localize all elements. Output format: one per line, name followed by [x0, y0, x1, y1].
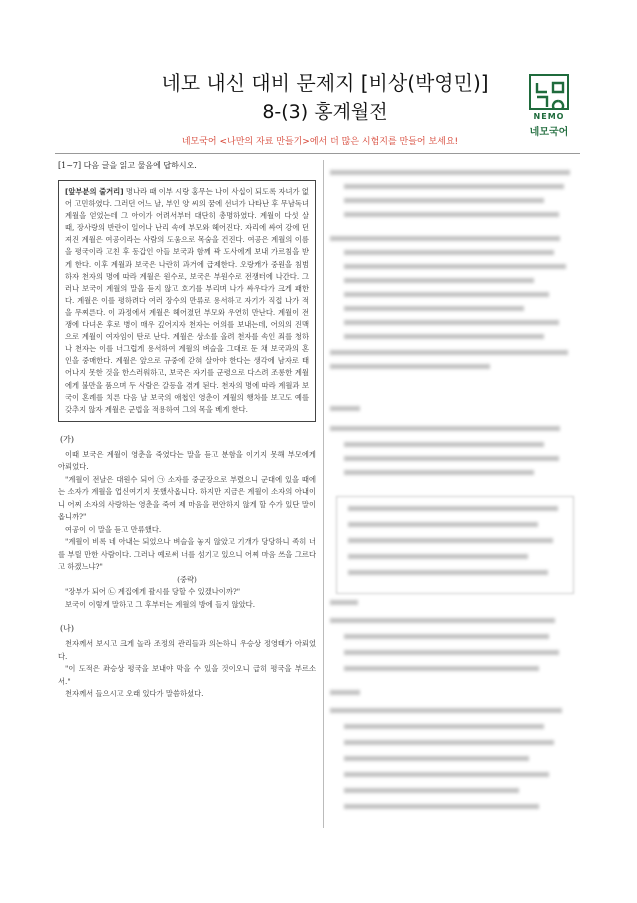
blurred-text-line	[344, 634, 549, 639]
blurred-text-line	[348, 570, 548, 575]
blurred-text-line	[344, 264, 566, 269]
blurred-text-line	[344, 740, 554, 745]
blurred-text-line	[344, 292, 549, 297]
paragraph: "계월이 전날은 대원수 되어 ㉠ 소자를 중군장으로 부렸으니 군대에 있을 때에는 소자가 계월을 업신여기지 못했사옵니다. 하지만 지금은 계월이 소자의 아내이니 어찌 소자의 사랑하는 영춘을 죽여 제 마음을 편안하지 않게 할 수가 있단 말이옵니까?"	[58, 474, 316, 522]
blurred-text-line	[330, 364, 490, 369]
blurred-text-line	[344, 788, 519, 793]
blurred-text-line	[344, 666, 539, 671]
left-column	[58, 160, 316, 701]
blurred-text-line	[330, 236, 560, 241]
promo-text: 네모국어 <나만의 자료 만들기>에서 더 많은 시험지를 만들어 보세요!	[181, 137, 459, 147]
blurred-text-line	[348, 522, 538, 527]
summary-text: 명나라 때 이부 시랑 홍무는 나이 사십이 되도록 자녀가 없어 고민하였다. 그러던 어느 날, 부인 양 씨의 꿈에 선녀가 나타난 후 무남독녀 계월을 얻었는데 그 아이가 어려서부터 대단히 총명하였다. 계월이 다섯 살 때, 장사랑의 반란이 일어나 난리 속에 부모와 헤어진다. 자리에 싸여 강에 던져진 계월은 여공이라는 사람의 도움으로 목숨을 건진다. 여공은 계월의 이름을 평국이라 고친 후 동갑인 아들 보국과 함께 곽 도사에게 보내 가르침을 받게 한다. 이후 계월과 보국은 나란히 과거에 급제한다. 오랑캐가 중원을 침범하자 천자의 명에 따라 계월은 원수로, 보국은 부원수로 전쟁터에 나간다. 그러나 보국이 계월의 말을 듣지 않고 호기를 부리며 나가 싸우다가 크게 패한다. 계월은 이를 평하려다 여러 장수의 만류로 용서하고 자기가 직접 나가 적을 무찌른다. 이 과정에서 계월은 헤어졌던 부모와 우연히 만난다. 계월이 전쟁에 다녀온 후로 병이 매우 깊어지자 천자는 어의를 보내는데, 어의의 진맥으로 계월이 여자임이 탄로 난다. 계월은 상소를 올려 천자를 속인 죄를 청하나 천자는 이를 너그럽게 용서하여 계월의 벼슬을 그대로 둔 채 보국과의 혼인을 중매한다. 계월은 앞으로 규중에 갇혀 살아야 한다는 생각에 남자로 태어나지 못한 것을 한스러워하고, 보국은 자기를 군령으로 다스려 조롱한 계월에게 불만을 품으며 두 사람은 갈등을 겪게 된다. 천자의 명에 따라 계월과 보국이 혼례를 치른 다음 날 보국의 애첩인 영춘이 계월의 행차를 보고도 예를 갖추지 않자 계월은 군법을 적용하여 그의 목을 베게 한다.	[65, 187, 309, 414]
blurred-text-line	[330, 600, 358, 605]
page-subtitle: 8-(3) 홍계월전	[262, 101, 388, 123]
section-label-ga: (가)	[60, 434, 74, 444]
paragraph: "계월이 비록 네 아내는 되었으나 벼슬을 놓지 않았고 기개가 당당하니 족히 너를 부릴 만한 사람이다. 그러나 예로써 너를 섬기고 있으니 어찌 마음 쓰을 그르다고 하겠느냐?"	[58, 537, 316, 572]
blurred-text-line	[344, 278, 534, 283]
blurred-text-line	[348, 554, 528, 559]
paragraph: 여공이 이 말을 듣고 만류했다.	[65, 524, 162, 534]
nemo-logo	[519, 74, 579, 136]
blurred-text-line	[330, 690, 360, 695]
blurred-text-line	[348, 506, 558, 511]
blurred-text-line	[344, 334, 544, 339]
blurred-text-line	[344, 212, 559, 217]
blurred-text-line	[344, 756, 529, 761]
blurred-text-line	[344, 198, 544, 203]
blurred-text-line	[344, 724, 544, 729]
omission-mark: (중략)	[177, 574, 197, 584]
blurred-text-line	[348, 538, 553, 543]
blurred-text-line	[344, 650, 559, 655]
section-label-na: (나)	[60, 624, 74, 634]
column-divider	[323, 160, 324, 828]
blurred-text-line	[330, 170, 570, 175]
logo-english: NEMO	[533, 112, 565, 121]
paragraph: 천자께서 보시고 크게 놀라 조정의 관리들과 의논하니 우승상 정영태가 아뢰었다.	[58, 639, 316, 661]
paragraph: "장부가 되어 ㉡ 계집에게 괄시를 당할 수 있겠나이까?"	[65, 587, 241, 597]
instruction: [1~7] 다음 글을 읽고 물음에 답하시오.	[58, 161, 197, 170]
header-divider	[55, 153, 580, 154]
blurred-text-line	[330, 618, 555, 623]
blurred-text-line	[344, 772, 549, 777]
blurred-text-line	[330, 406, 360, 411]
page-title: 네모 내신 대비 문제지 [비상(박영민)]	[161, 71, 489, 95]
paragraph: 이때 보국은 계월이 영춘을 죽였다는 말을 듣고 분함을 이기지 못해 부모에게 아뢰었다.	[58, 449, 316, 472]
summary-heading: [앞부분의 줄거리]	[65, 187, 124, 196]
blurred-text-line	[344, 442, 544, 447]
blurred-text-line	[344, 250, 554, 255]
paragraph: "이 도적은 좌승상 평국을 보내야 막을 수 있을 것이오니 급히 평국을 부르소서."	[58, 664, 316, 686]
blurred-text-line	[344, 470, 534, 475]
logo-korean: 네모국어	[529, 127, 569, 138]
paragraph: 천자께서 들으시고 오래 있다가 말씀하셨다.	[65, 689, 204, 699]
blurred-column	[330, 160, 580, 828]
blurred-text-line	[344, 804, 539, 809]
logo-mark	[529, 74, 569, 110]
blurred-text-line	[344, 320, 559, 325]
summary-box	[58, 180, 316, 422]
blurred-text-line	[344, 184, 564, 189]
blurred-text-line	[344, 456, 559, 461]
blurred-text-line	[330, 708, 562, 713]
blurred-text-line	[344, 306, 524, 311]
blurred-text-line	[330, 426, 560, 431]
paragraph: 보국이 이렇게 말하고 그 후부터는 계월의 방에 들지 않았다.	[65, 599, 256, 609]
blurred-text-line	[330, 350, 568, 355]
